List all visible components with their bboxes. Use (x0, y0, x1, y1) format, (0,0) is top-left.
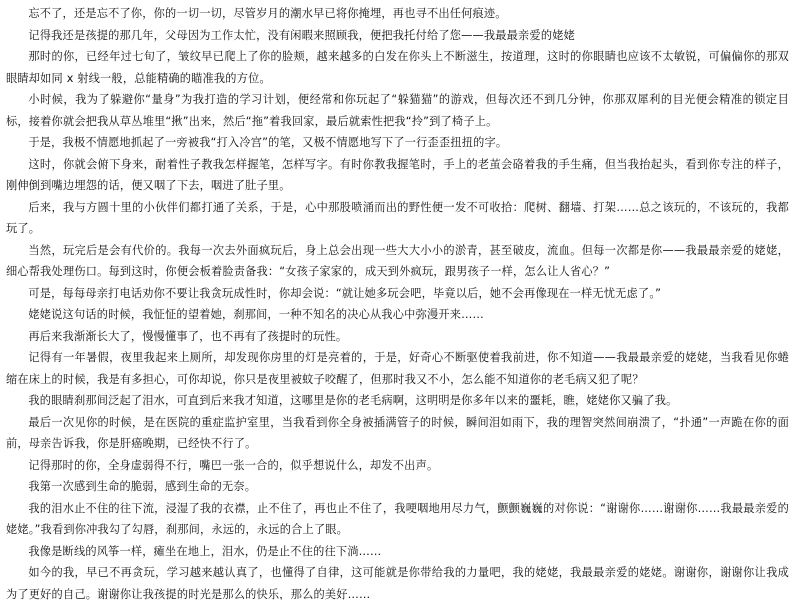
paragraph-12: 记得有一年暑假，夜里我起来上厕所，却发现你房里的灯是亮着的，于是，好奇心不断驱使着我前进，你不知道——我最最亲爱的姥姥，当我看见你蜷缩在床上的时候，我是有多担心，可你却说，你只是夜里被蚊子咬醒了，但那时我又不小，怎么能不知道你的老毛病又犯了呢？ (6, 351, 789, 386)
paragraph-16: 我第一次感到生命的脆弱，感到生命的无奈。 (28, 480, 257, 493)
paragraph-10: 姥姥说这句话的时候，我怔怔的望着她，刹那间，一种不知名的决心从我心中弥漫开来…… (28, 308, 484, 321)
paragraph-9: 可是，每每母亲打电话劝你不要让我贪玩成性时，你却会说：“就让她多玩会吧，毕竟以后，她不会再像现在一样无忧无虑了。” (28, 286, 662, 300)
paragraph-1: 忘不了，还是忘不了你，你的一切一切，尽管岁月的潮水早已将你掩埋，再也寻不出任何痕迹。 (28, 7, 507, 20)
paragraph-4: 小时候，我为了躲避你“量身”为我打造的学习计划，便经常和你玩起了“躲猫猫”的游戏，但每次还不到几分钟，你那双犀利的目光便会精准的锁定目标，接着你就会把我从草丛堆里“揪”出来，然后“拖”着我回家，最后就索性把我“拎”到了椅子上。 (6, 93, 789, 128)
paragraph-17: 我的泪水止不住的往下流，浸湿了我的衣襟，止不住了，再也止不住了，我哽咽地用尽力气，颤颤巍巍的对你说：“谢谢你……谢谢你……我最最亲爱的姥姥。”我看到你冲我勾了勾唇，刹那间，永远的，永远的合上了眼。 (6, 501, 789, 536)
paragraph-6: 这时，你就会俯下身来，耐着性子教我怎样握笔，怎样写字。有时你教我握笔时，手上的老茧会硌着我的手生痛，但当我抬起头，看到你专注的样子，刚伸倒到嘴边埋怨的话，便又咽了下去，咽进了肚子里。 (6, 157, 789, 192)
paragraph-5: 于是，我极不情愿地抓起了一旁被我“打入冷宫”的笔，又极不情愿地写下了一行歪歪扭扭的字。 (28, 136, 508, 149)
paragraph-18: 我像是断线的风筝一样，瘫坐在地上，泪水，仍是止不住的往下淌…… (28, 544, 382, 558)
paragraph-19: 如今的我，早已不再贪玩，学习越来越认真了，也懂得了自律，这可能就是你带给我的力量吧，我的姥姥，我最最亲爱的姥姥。谢谢你，谢谢你让我成为了更好的自己。谢谢你让我孩提的时光是那么的快乐，那么的美好…… (6, 566, 789, 600)
paragraph-11: 再后来我渐渐长大了，慢慢懂事了，也不再有了孩提时的玩性。 (28, 329, 348, 343)
paragraph-8: 当然，玩完后是会有代价的。我每一次去外面疯玩后，身上总会出现一些大大小小的淤青，甚至破皮，流血。但每一次都是你——我最最亲爱的姥姥，细心帮我处理伤口。每到这时，你便会板着脸责备我：“女孩子家家的，成天到外疯玩，跟男孩子一样，怎么让人省心？” (6, 243, 789, 278)
paragraph-3: 那时的你，已经年过七旬了，皱纹早已爬上了你的脸颊，越来越多的白发在你头上不断滋生，按道理，这时的你眼睛也应该不太敏锐，可偏偏你的那双眼睛却如同 x 射线一般，总能精确的瞄准我的方位。 (6, 50, 789, 85)
paragraph-2: 记得我还是孩提的那几年，父母因为工作太忙，没有闲暇来照顾我，便把我托付给了您——我最最亲爱的姥姥 (28, 28, 575, 42)
paragraph-7: 后来，我与方圆十里的小伙伴们都打通了关系，于是，心中那股喷涌而出的野性便一发不可收拾：爬树、翻墙、打架……总之该玩的，不该玩的，我都玩了。 (6, 200, 789, 235)
paragraph-13: 我的眼睛刹那间泛起了泪水，可直到后来我才知道，这哪里是你的老毛病啊，这明明是你多年以来的噩耗，瞧，姥姥你又骗了我。 (28, 394, 678, 407)
paragraph-15: 记得那时的你，全身虚弱得不行，嘴巴一张一合的，似乎想说什么，却发不出声。 (28, 458, 439, 472)
paragraph-14: 最后一次见你的时候，是在医院的重症监护室里，当我看到你全身被插满管子的时候，瞬间泪如雨下，我的理智突然间崩溃了，“扑通”一声跪在你的面前，母亲告诉我，你是肝癌晚期，已经快不行了。 (6, 415, 789, 450)
